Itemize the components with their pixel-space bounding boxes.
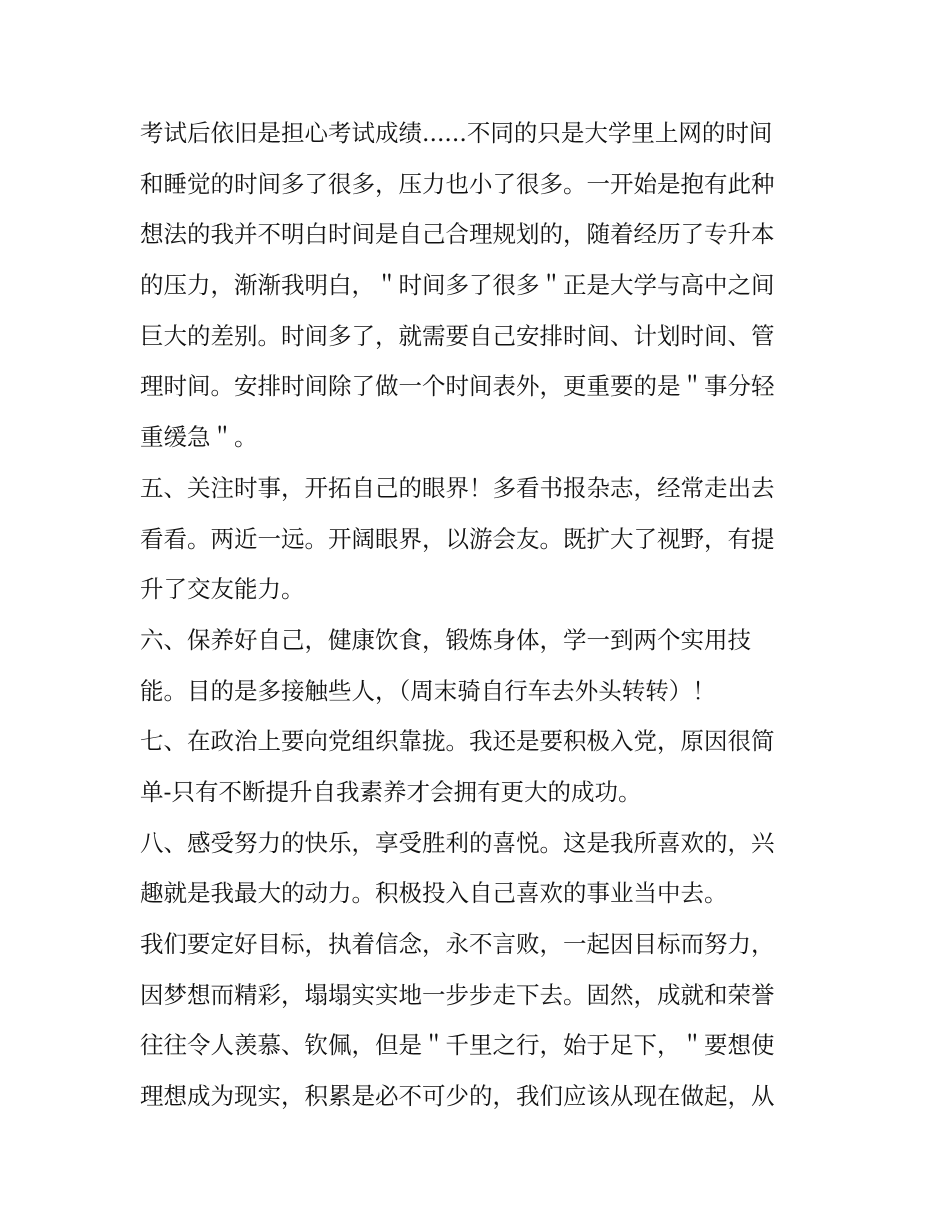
text-line: 趣就是我最大的动力。积极投入自己喜欢的事业当中去。 bbox=[140, 879, 728, 908]
conclusion-paragraph-line: 我们要定好目标，执着信念，永不言败，一起因目标而努力， bbox=[140, 930, 775, 958]
section-five-heading-line: 五、关注时事，开拓自己的眼界！多看书报杂志，经常走出去 bbox=[140, 473, 775, 502]
section-eight-heading-line: 八、感受努力的快乐，享受胜利的喜悦。这是我所喜欢的，兴 bbox=[140, 828, 775, 857]
text-line: 重缓急＂。 bbox=[140, 423, 258, 452]
text-line: 巨大的差别。时间多了，就需要自己安排时间、计划时间、管 bbox=[140, 321, 775, 350]
text-line: 理想成为现实，积累是必不可少的，我们应该从现在做起，从 bbox=[140, 1082, 775, 1111]
text-line: 单-只有不断提升自我素养才会拥有更大的成功。 bbox=[140, 777, 642, 806]
text-line: 考试后依旧是担心考试成绩......不同的只是大学里上网的时间 bbox=[140, 119, 773, 147]
text-line: 能。目的是多接触些人，（周末骑自行车去外头转转）！ bbox=[140, 676, 716, 705]
text-line: 升了交友能力。 bbox=[140, 575, 305, 604]
document-body bbox=[140, 108, 820, 1122]
text-line: 的压力，渐渐我明白，＂时间多了很多＂正是大学与高中之间 bbox=[140, 271, 775, 300]
section-seven-heading-line: 七、在政治上要向党组织靠拢。我还是要积极入党，原因很简 bbox=[140, 727, 775, 756]
text-line: 看看。两近一远。开阔眼界，以游会友。既扩大了视野，有提 bbox=[140, 524, 775, 553]
text-line: 往往令人羡慕、钦佩，但是＂千里之行，始于足下，＂要想使 bbox=[140, 1031, 775, 1060]
text-line: 因梦想而精彩，塌塌实实地一步步走下去。固然，成就和荣誉 bbox=[140, 980, 775, 1009]
section-six-heading-line: 六、保养好自己，健康饮食，锻炼身体，学一到两个实用技 bbox=[140, 625, 751, 654]
text-line: 和睡觉的时间多了很多，压力也小了很多。一开始是抱有此种 bbox=[140, 169, 775, 198]
text-line: 想法的我并不明白时间是自己合理规划的，随着经历了专升本 bbox=[140, 220, 775, 249]
text-line: 理时间。安排时间除了做一个时间表外，更重要的是＂事分轻 bbox=[140, 372, 775, 401]
